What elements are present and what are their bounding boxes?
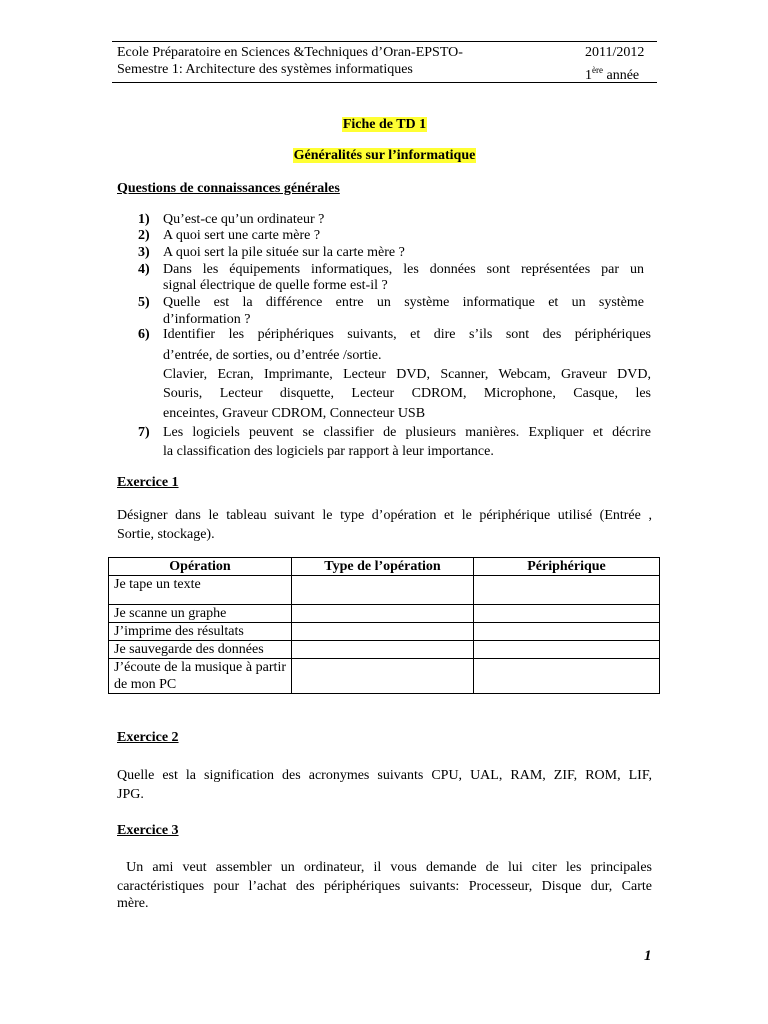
header-level-number: 1 xyxy=(585,68,592,83)
table-cell-operation: Je sauvegarde des données xyxy=(109,641,292,659)
table-row xyxy=(109,641,660,659)
exercise1-heading: Exercice 1 xyxy=(117,475,179,490)
header-level-sup: ère xyxy=(592,65,603,75)
column-header-peripheral: Périphérique xyxy=(474,558,660,576)
table-cell-peripheral xyxy=(474,641,660,659)
header-bottom-rule xyxy=(112,82,657,83)
exercise1-text: Désigner dans le tableau suivant le type d’opération et le périphérique utilisé (Entrée , xyxy=(117,508,652,523)
table-cell-type xyxy=(292,659,474,694)
question-text: A quoi sert une carte mère ? xyxy=(163,228,321,243)
question-number: 4) xyxy=(138,262,150,277)
table-row xyxy=(109,576,660,605)
header-top-rule xyxy=(112,41,657,42)
table-cell-peripheral xyxy=(474,605,660,623)
question-text: Les logiciels peuvent se classifier de plusieurs manières. Expliquer et décrire xyxy=(163,425,651,440)
table-cell-operation: Je scanne un graphe xyxy=(109,605,292,623)
table-cell-operation: J’imprime des résultats xyxy=(109,623,292,641)
exercise2-text-continued: JPG. xyxy=(117,787,144,802)
question-text-continued: enceintes, Graveur CDROM, Connecteur USB xyxy=(163,406,426,421)
title-block xyxy=(112,116,657,134)
header-year: 2011/2012 xyxy=(585,45,645,60)
question-text-continued: Souris, Lecteur disquette, Lecteur CDROM, Microphone, Casque, les xyxy=(163,386,651,401)
exercise2-heading: Exercice 2 xyxy=(117,730,179,745)
table-cell-type xyxy=(292,576,474,605)
header-level xyxy=(585,62,639,84)
column-header-operation: Opération xyxy=(109,558,292,576)
question-text: Qu’est-ce qu’un ordinateur ? xyxy=(163,212,325,227)
table-cell-peripheral xyxy=(474,623,660,641)
table-cell-peripheral xyxy=(474,659,660,694)
exercise3-heading: Exercice 3 xyxy=(117,823,179,838)
table-header-row xyxy=(109,558,660,576)
subtitle-block xyxy=(112,147,657,165)
question-number: 6) xyxy=(138,327,150,342)
exercise3-text-continued: mère. xyxy=(117,896,149,911)
header-school: Ecole Préparatoire en Sciences &Techniques d’Oran-EPSTO- xyxy=(117,45,463,60)
table-row xyxy=(109,623,660,641)
exercise2-text: Quelle est la signification des acronymes suivants CPU, UAL, RAM, ZIF, ROM, LIF, xyxy=(117,768,652,783)
table-cell-peripheral xyxy=(474,576,660,605)
table-cell-operation: J’écoute de la musique à partir de mon PC xyxy=(109,659,292,694)
column-header-type: Type de l’opération xyxy=(292,558,474,576)
table-cell-type xyxy=(292,641,474,659)
operations-table xyxy=(108,557,660,694)
header-course: Semestre 1: Architecture des systèmes informatiques xyxy=(117,62,413,77)
table-row xyxy=(109,605,660,623)
table-cell-operation: Je tape un texte xyxy=(109,576,292,605)
question-number: 1) xyxy=(138,212,150,227)
exercise3-text: Un ami veut assembler un ordinateur, il vous demande de lui citer les principales xyxy=(117,860,652,875)
question-text: Quelle est la différence entre un système informatique et un système xyxy=(163,295,644,310)
question-number: 2) xyxy=(138,228,150,243)
question-number: 5) xyxy=(138,295,150,310)
header-level-word: année xyxy=(606,68,640,83)
question-text-continued: d’entrée, de sorties, ou d’entrée /sortie. xyxy=(163,348,382,363)
question-text-continued: d’information ? xyxy=(163,312,251,327)
page-number: 1 xyxy=(644,948,652,964)
page-title: Fiche de TD 1 xyxy=(342,117,427,132)
question-text: A quoi sert la pile située sur la carte mère ? xyxy=(163,245,405,260)
table-cell-type xyxy=(292,623,474,641)
table-cell-type xyxy=(292,605,474,623)
exercise3-text-continued: caractéristiques pour l’achat des périphériques suivants: Processeur, Disque dur, Carte xyxy=(117,879,652,894)
page-subtitle: Généralités sur l’informatique xyxy=(293,148,476,163)
question-text-continued: signal électrique de quelle forme est-il ? xyxy=(163,278,388,293)
questions-heading: Questions de connaissances générales xyxy=(117,181,340,196)
table-row xyxy=(109,659,660,694)
question-text-continued: Clavier, Ecran, Imprimante, Lecteur DVD, Scanner, Webcam, Graveur DVD, xyxy=(163,367,651,382)
question-text: Dans les équipements informatiques, les données sont représentées par un xyxy=(163,262,644,277)
question-text: Identifier les périphériques suivants, et dire s’ils sont des périphériques xyxy=(163,327,651,342)
question-text-continued: la classification des logiciels par rapport à leur importance. xyxy=(163,444,494,459)
exercise1-text-continued: Sortie, stockage). xyxy=(117,527,215,542)
question-number: 3) xyxy=(138,245,150,260)
question-number: 7) xyxy=(138,425,150,440)
